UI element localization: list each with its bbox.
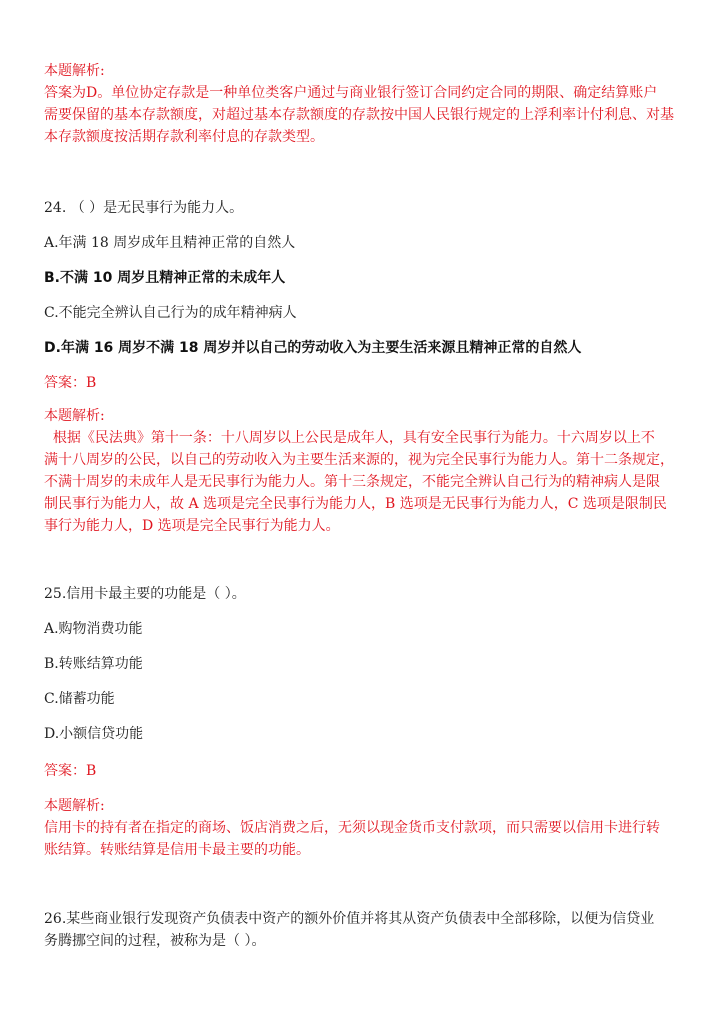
q25-question: 25.信用卡最主要的功能是（ ）。 (44, 586, 246, 602)
question-line: 26.某些商业银行发现资产负债表中资产的额外价值并将其从资产负债表中全部移除，以便为信贷业 (44, 911, 655, 927)
analysis-line: 制民事行为能力人，故 A 选项是完全民事行为能力人，B 选项是无民事行为能力人，C 选项是限制民 (44, 496, 667, 512)
q25-answer: 答案：B (44, 763, 97, 779)
analysis-line: 答案为D。单位协定存款是一种单位类客户通过与商业银行签订合同约定合同的期限、确定结算账户 (44, 85, 658, 101)
q24-question: 24. （ ）是无民事行为能力人。 (44, 200, 244, 216)
analysis-line: 不满十周岁的未成年人是无民事行为能力人。第十三条规定，不能完全辨认自己行为的精神病人是限 (44, 474, 660, 490)
q24-option-a: A.年满 18 周岁成年且精神正常的自然人 (44, 235, 296, 251)
analysis-label: 本题解析: (44, 408, 105, 424)
analysis-line: 本存款额度按活期存款利率付息的存款类型。 (44, 129, 324, 145)
q24-option-b: B.不满 10 周岁且精神正常的未成年人 (44, 270, 286, 286)
q25-option-c: C.储蓄功能 (44, 691, 115, 707)
q24-option-d: D.年满 16 周岁不满 18 周岁并以自己的劳动收入为主要生活来源且精神正常的自然人 (44, 340, 582, 356)
q25-option-d: D.小额信贷功能 (44, 726, 144, 742)
q23-analysis (44, 60, 684, 148)
analysis-line: 根据《民法典》第十一条：十八周岁以上公民是成年人，具有安全民事行为能力。十六周岁以上不 (44, 430, 655, 446)
q24-option-c: C.不能完全辨认自己行为的成年精神病人 (44, 305, 297, 321)
q24-answer: 答案：B (44, 375, 97, 391)
analysis-line: 账结算。转账结算是信用卡最主要的功能。 (44, 842, 310, 858)
question-line: 务腾挪空间的过程，被称为是（ ）。 (44, 933, 266, 949)
analysis-label: 本题解析: (44, 63, 105, 79)
q25-option-b: B.转账结算功能 (44, 656, 143, 672)
q25-analysis (44, 795, 684, 861)
q24-analysis (44, 405, 684, 537)
analysis-line: 事行为能力人，D 选项是完全民事行为能力人。 (44, 518, 340, 534)
q26-question (44, 908, 684, 952)
analysis-line: 需要保留的基本存款额度，对超过基本存款额度的存款按中国人民银行规定的上浮利率计付利息、对基 (44, 107, 674, 123)
q25-option-a: A.购物消费功能 (44, 621, 143, 637)
analysis-line: 信用卡的持有者在指定的商场、饭店消费之后，无须以现金货币支付款项，而只需要以信用卡进行转 (44, 820, 660, 836)
analysis-label: 本题解析: (44, 798, 105, 814)
analysis-line: 满十八周岁的公民，以自己的劳动收入为主要生活来源的，视为完全民事行为能力人。第十二条规定， (44, 452, 674, 468)
